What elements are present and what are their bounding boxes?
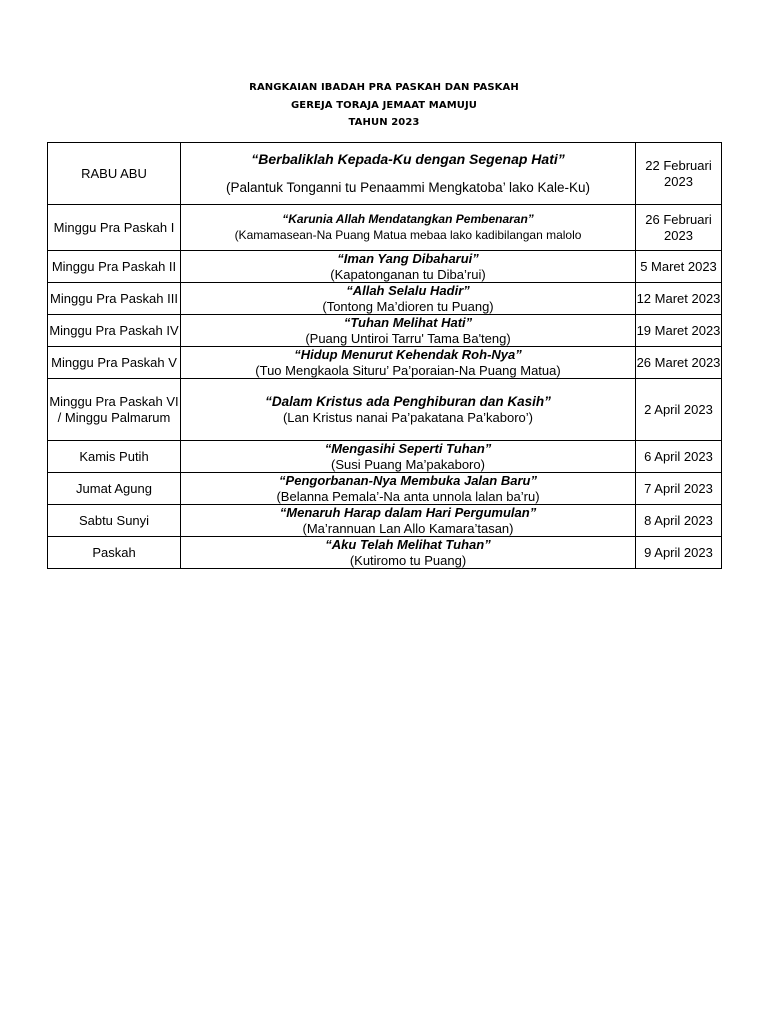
table-row bbox=[48, 347, 722, 379]
table-row bbox=[48, 379, 722, 441]
table-row bbox=[48, 283, 722, 315]
service-theme-translation: (Susi Puang Ma’pakaboro) bbox=[331, 456, 485, 472]
service-theme-cell bbox=[181, 505, 636, 537]
service-theme-cell bbox=[181, 379, 636, 441]
service-theme: “Karunia Allah Mendatangkan Pembenaran” bbox=[282, 212, 534, 226]
service-theme-cell bbox=[181, 283, 636, 315]
service-name: Sabtu Sunyi bbox=[48, 505, 181, 537]
table-row bbox=[48, 441, 722, 473]
service-date: 5 Maret 2023 bbox=[636, 251, 722, 283]
service-theme-translation: (Kamamasean-Na Puang Matua mebaa lako kadibilangan malolo bbox=[234, 227, 582, 242]
service-theme-cell bbox=[181, 143, 636, 205]
service-name: Minggu Pra Paskah I bbox=[48, 205, 181, 251]
service-name: Minggu Pra Paskah III bbox=[48, 283, 181, 315]
service-theme-cell bbox=[181, 441, 636, 473]
table-row bbox=[48, 251, 722, 283]
document-title: RANGKAIAN IBADAH PRA PASKAH DAN PASKAH bbox=[249, 82, 519, 93]
service-theme-translation: (Ma’rannuan Lan Allo Kamara’tasan) bbox=[302, 520, 514, 536]
table-row bbox=[48, 473, 722, 505]
service-date: 6 April 2023 bbox=[636, 441, 722, 473]
service-theme: “Menaruh Harap dalam Hari Pergumulan” bbox=[279, 505, 537, 520]
service-date: 22 Februari 2023 bbox=[636, 143, 722, 205]
service-theme-translation: (Lan Kristus nanai Pa’pakatana Pa’kaboro’) bbox=[282, 409, 534, 425]
table-row bbox=[48, 315, 722, 347]
service-theme: “Pengorbanan-Nya Membuka Jalan Baru” bbox=[279, 473, 537, 488]
service-name: Minggu Pra Paskah V bbox=[48, 347, 181, 379]
service-theme: “Iman Yang Dibaharui” bbox=[337, 251, 479, 266]
service-theme: “Hidup Menurut Kehendak Roh-Nya” bbox=[294, 347, 522, 362]
service-theme-cell bbox=[181, 537, 636, 569]
service-date: 2 April 2023 bbox=[636, 379, 722, 441]
service-theme-translation: (Kapatonganan tu Diba’rui) bbox=[330, 266, 486, 282]
service-theme: “Allah Selalu Hadir” bbox=[346, 283, 470, 298]
service-theme-cell bbox=[181, 347, 636, 379]
table-row bbox=[48, 505, 722, 537]
service-date: 19 Maret 2023 bbox=[636, 315, 722, 347]
service-name: RABU ABU bbox=[48, 143, 181, 205]
service-theme-translation: (Tontong Ma’dioren tu Puang) bbox=[322, 298, 494, 314]
service-theme: “Tuhan Melihat Hati” bbox=[343, 315, 473, 330]
service-date: 8 April 2023 bbox=[636, 505, 722, 537]
church-name: GEREJA TORAJA JEMAAT MAMUJU bbox=[290, 99, 478, 111]
service-name: Minggu Pra Paskah IV bbox=[48, 315, 181, 347]
service-name: Paskah bbox=[48, 537, 181, 569]
table-row bbox=[48, 143, 722, 205]
service-theme-cell bbox=[181, 473, 636, 505]
service-theme: “Dalam Kristus ada Penghiburan dan Kasih” bbox=[265, 394, 551, 409]
service-theme-translation: (Palantuk Tonganni tu Penaammi Mengkatoba’ lako Kale-Ku) bbox=[226, 179, 590, 195]
service-theme-cell bbox=[181, 315, 636, 347]
service-theme: “Aku Telah Melihat Tuhan” bbox=[325, 537, 491, 552]
service-date: 26 Maret 2023 bbox=[636, 347, 722, 379]
document-header bbox=[0, 79, 768, 132]
service-theme-cell bbox=[181, 205, 636, 251]
service-theme-translation: (Kutiromo tu Puang) bbox=[349, 552, 467, 568]
service-date: 9 April 2023 bbox=[636, 537, 722, 569]
service-theme-cell bbox=[181, 251, 636, 283]
document-year: TAHUN 2023 bbox=[348, 117, 420, 128]
service-theme: “Berbaliklah Kepada-Ku dengan Segenap Hati” bbox=[251, 151, 565, 167]
service-name: Minggu Pra Paskah VI / Minggu Palmarum bbox=[48, 379, 181, 441]
table-row bbox=[48, 205, 722, 251]
service-date: 7 April 2023 bbox=[636, 473, 722, 505]
service-name: Minggu Pra Paskah II bbox=[48, 251, 181, 283]
service-date: 12 Maret 2023 bbox=[636, 283, 722, 315]
worship-schedule-table bbox=[47, 142, 722, 569]
service-name: Kamis Putih bbox=[48, 441, 181, 473]
table-row bbox=[48, 537, 722, 569]
service-theme: “Mengasihi Seperti Tuhan” bbox=[324, 441, 492, 456]
service-theme-translation: (Puang Untiroi Tarru' Tama Ba'teng) bbox=[305, 330, 511, 346]
service-theme-translation: (Belanna Pemala’-Na anta unnola lalan ba’ru) bbox=[276, 488, 540, 504]
service-name: Jumat Agung bbox=[48, 473, 181, 505]
service-theme-translation: (Tuo Mengkaola Situru’ Pa’poraian-Na Puang Matua) bbox=[255, 362, 561, 378]
service-date: 26 Februari 2023 bbox=[636, 205, 722, 251]
